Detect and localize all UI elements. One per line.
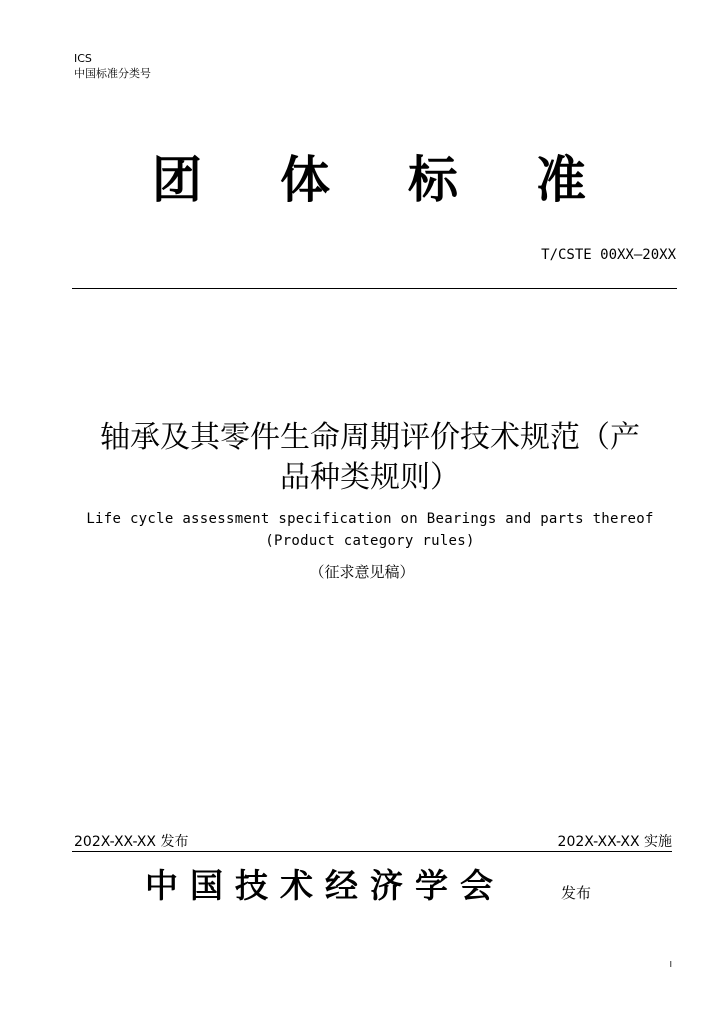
chinese-title [70, 418, 670, 498]
organization-name: 中国技术经济学会 [145, 866, 505, 905]
page-number: I [669, 960, 672, 969]
title-char-2: 体 [280, 150, 330, 209]
publish-label: 发布 [561, 884, 592, 902]
english-title [70, 508, 670, 552]
ics-label: ICS [74, 52, 92, 65]
title-char-3: 标 [408, 150, 458, 209]
classification-label: 中国标准分类号 [74, 67, 151, 80]
top-divider [72, 288, 677, 289]
standard-type-title [0, 150, 724, 216]
english-title-line-2: (Product category rules) [265, 533, 475, 549]
bottom-divider [72, 851, 672, 852]
implement-date: 202X-XX-XX 实施 [557, 834, 672, 850]
draft-status: （征求意见稿） [309, 563, 415, 581]
title-char-1: 团 [152, 150, 202, 209]
chinese-title-line-2: 品种类规则） [280, 460, 460, 495]
chinese-title-line-1: 轴承及其零件生命周期评价技术规范（产 [100, 420, 640, 455]
standard-number: T/CSTE 00XX—20XX [541, 247, 676, 263]
english-title-line-1: Life cycle assessment specification on Bearings and parts thereof [86, 511, 654, 527]
title-char-4: 准 [536, 150, 586, 209]
publish-date: 202X-XX-XX 发布 [74, 834, 189, 850]
